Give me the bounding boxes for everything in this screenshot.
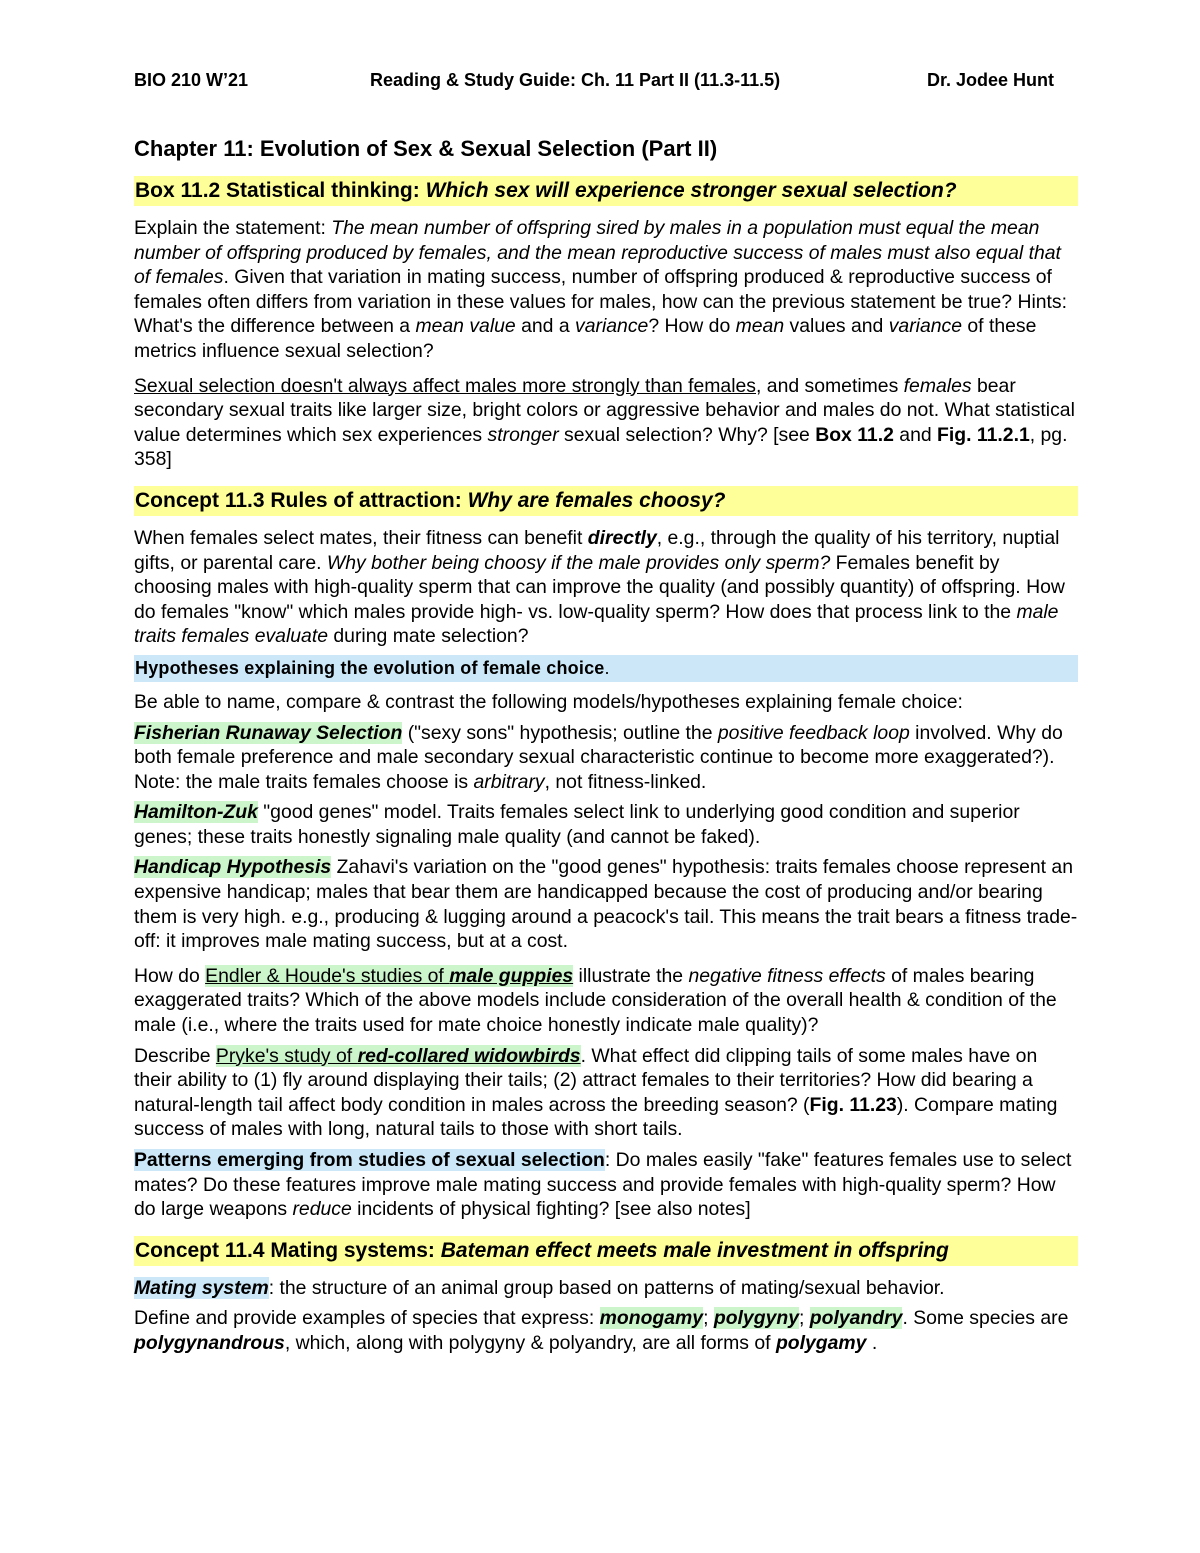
hamilton-zuk-item: Hamilton-Zuk "good genes" model. Traits females select link to underlying good condition and superior genes; these traits honestly signaling male quality (and cannot be faked). [134, 801, 1020, 848]
document-body [134, 134, 1079, 1366]
chapter-title: Chapter 11: Evolution of Sex & Sexual Selection (Part II) [134, 136, 718, 161]
female-choice-subheading: Hypotheses explaining the evolution of female choice. [134, 655, 1078, 682]
concept-11-3-heading: Concept 11.3 Rules of attraction: Why are females choosy? [134, 486, 1078, 516]
patterns-paragraph: Patterns emerging from studies of sexual selection: Do males easily "fake" features females use to select mates? Do these features improve male mating success and provide females with high-quality sperm? How do large weapons reduce incidents of physical fighting? [see also notes] [134, 1149, 1072, 1221]
hamilton-zuk-term: Hamilton-Zuk [134, 801, 258, 824]
header-course: BIO 210 W’21 [134, 70, 249, 90]
header-instructor: Dr. Jodee Hunt [926, 70, 1054, 90]
fisherian-runaway-term: Fisherian Runaway Selection [134, 721, 403, 744]
concept-11-3-paragraph-1: When females select mates, their fitness can benefit directly, e.g., through the quality of his territory, nuptial gifts, or parental care. Why bother being choosy if the male provides only sperm? Females benefit by choosing males with high-quality sperm that can improve the quality (and possibly quantity) of offspring. How do females "know" which males provide high- vs. low-quality sperm? How does that process link to the male traits females evaluate during mate selection? [134, 526, 1065, 648]
mating-system-term: Mating system [134, 1276, 269, 1299]
header-guide-title: Reading & Study Guide: Ch. 11 Part II (11.3-11.5) [370, 70, 781, 90]
mating-system-types-paragraph: Define and provide examples of species that express: monogamy; polygyny; polyandry. Some species are polygynandrous, which, along with polygyny & polyandry, are all forms of polygamy . [134, 1307, 1069, 1354]
mating-system-definition: Mating system: the structure of an animal group based on patterns of mating/sexual behavior. [134, 1276, 945, 1299]
box-11-2-heading: Box 11.2 Statistical thinking: Which sex will experience stronger sexual selection? [134, 176, 1078, 206]
fisherian-runaway-item: Fisherian Runaway Selection ("sexy sons" hypothesis; outline the positive feedback loop involved. Why do both female preference and male secondary sexual characteristic continue to become more exaggerated?). Note: the male traits females choose is arbitrary, not fitness-linked. [134, 721, 1063, 793]
box-11-2-paragraph-1: Explain the statement: The mean number of offspring sired by males in a population must equal the mean number of offspring produced by females, and the mean reproductive success of males must also equal that of females. Given that variation in mating success, number of offspring produced & reproductive success of females often differs from variation in these values for males, how can the previous statement be true? Hints: What's the difference between a mean value and a variance? How do mean values and variance of these metrics influence sexual selection? [134, 217, 1068, 362]
concept-11-4-heading: Concept 11.4 Mating systems: Bateman effect meets male investment in offspring [134, 1236, 1078, 1266]
patterns-term: Patterns emerging from studies of sexual selection [134, 1149, 605, 1171]
box-11-2-paragraph-2: Sexual selection doesn't always affect males more strongly than females, and sometimes females bear secondary sexual traits like larger size, bright colors or aggressive behavior and males do not. What statistical value determines which sex experiences stronger sexual selection? Why? [see Box 11.2 and Fig. 11.2.1, pg. 358] [134, 374, 1075, 471]
handicap-hypothesis-item: Handicap Hypothesis Zahavi's variation on the "good genes" hypothesis: traits females choose represent an expensive handicap; males that bear them are handicapped because the cost of producing and/or bearing them is very high. e.g., producing & lugging around a peacock's tail. This means the trait bears a fitness trade-off: it improves male mating success, but at a cost. [134, 856, 1078, 953]
handicap-hypothesis-term: Handicap Hypothesis [134, 856, 332, 879]
guppy-study-paragraph: How do Endler & Houde's studies of male guppies illustrate the negative fitness effects of males bearing exaggerated traits? Which of the above models include consideration of the overall health & condition of the male (i.e., where the traits used for mate choice honestly indicate male quality)? [134, 964, 1057, 1037]
widowbird-study-paragraph: Describe Pryke's study of red-collared widowbirds. What effect did clipping tails of some males have on their ability to (1) fly around displaying their tails; (2) attract females to their territories? How did bearing a natural-length tail affect body condition in males across the breeding season? (Fig. 11.23). Compare mating success of males with long, natural tails to those with short tails. [134, 1044, 1058, 1141]
page-header [134, 70, 1054, 98]
female-choice-intro: Be able to name, compare & contrast the following models/hypotheses explaining female choice: [134, 690, 963, 713]
